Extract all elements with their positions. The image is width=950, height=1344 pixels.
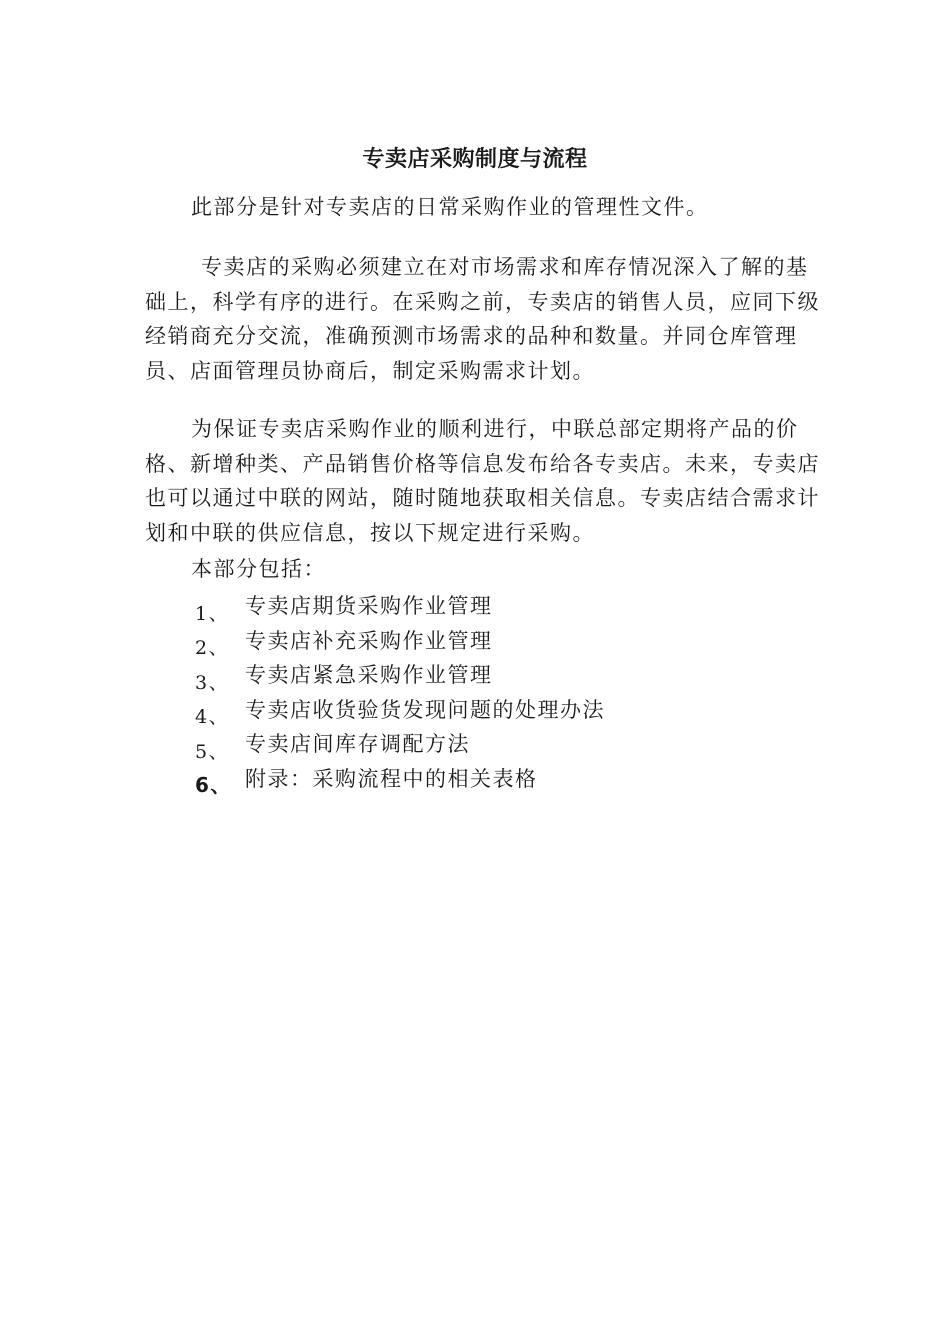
list-item-number: 6、 xyxy=(195,773,232,798)
list-item-text: 专卖店期货采购作业管理 xyxy=(245,594,493,619)
paragraph-purchase-information: 为保证专卖店采购作业的顺利进行，中联总部定期将产品的价格、新增种类、产品销售价格等信息发布给各专卖店。未来，专卖店也可以通过中联的网站，随时随地获取相关信息。专卖店结合需求计划和中联的供应信息，按以下规定进行采购。 xyxy=(145,417,820,545)
list-intro: 本部分包括： xyxy=(191,557,326,581)
intro-paragraph: 此部分是针对专卖店的日常采购作业的管理性文件。 xyxy=(191,195,709,219)
list-item xyxy=(195,726,795,761)
list-item xyxy=(195,657,795,692)
document-title: 专卖店采购制度与流程 xyxy=(362,147,588,172)
list-item-number: 3、 xyxy=(195,671,230,694)
list-item xyxy=(195,588,795,623)
list-item-number: 5、 xyxy=(195,740,230,763)
list-item-number: 2、 xyxy=(195,637,230,660)
list-item xyxy=(195,761,795,796)
list-item-number: 4、 xyxy=(195,706,230,729)
list-item-text: 专卖店间库存调配方法 xyxy=(245,732,470,757)
list-item-text: 附录：采购流程中的相关表格 xyxy=(245,766,538,791)
list-item-number: 1、 xyxy=(195,602,230,625)
list-item xyxy=(195,623,795,658)
list-item-text: 专卖店紧急采购作业管理 xyxy=(245,663,493,688)
list-item-text: 专卖店补充采购作业管理 xyxy=(245,628,493,653)
paragraph-purchase-basis: 专卖店的采购必须建立在对市场需求和库存情况深入了解的基础上，科学有序的进行。在采购之前，专卖店的销售人员，应同下级经销商充分交流，准确预测市场需求的品种和数量。并同仓库管理员、店面管理员协商后，制定采购需求计划。 xyxy=(145,255,820,383)
list-item-text: 专卖店收货验货发现问题的处理办法 xyxy=(245,697,605,722)
list-item xyxy=(195,692,795,727)
contents-list xyxy=(195,588,795,798)
